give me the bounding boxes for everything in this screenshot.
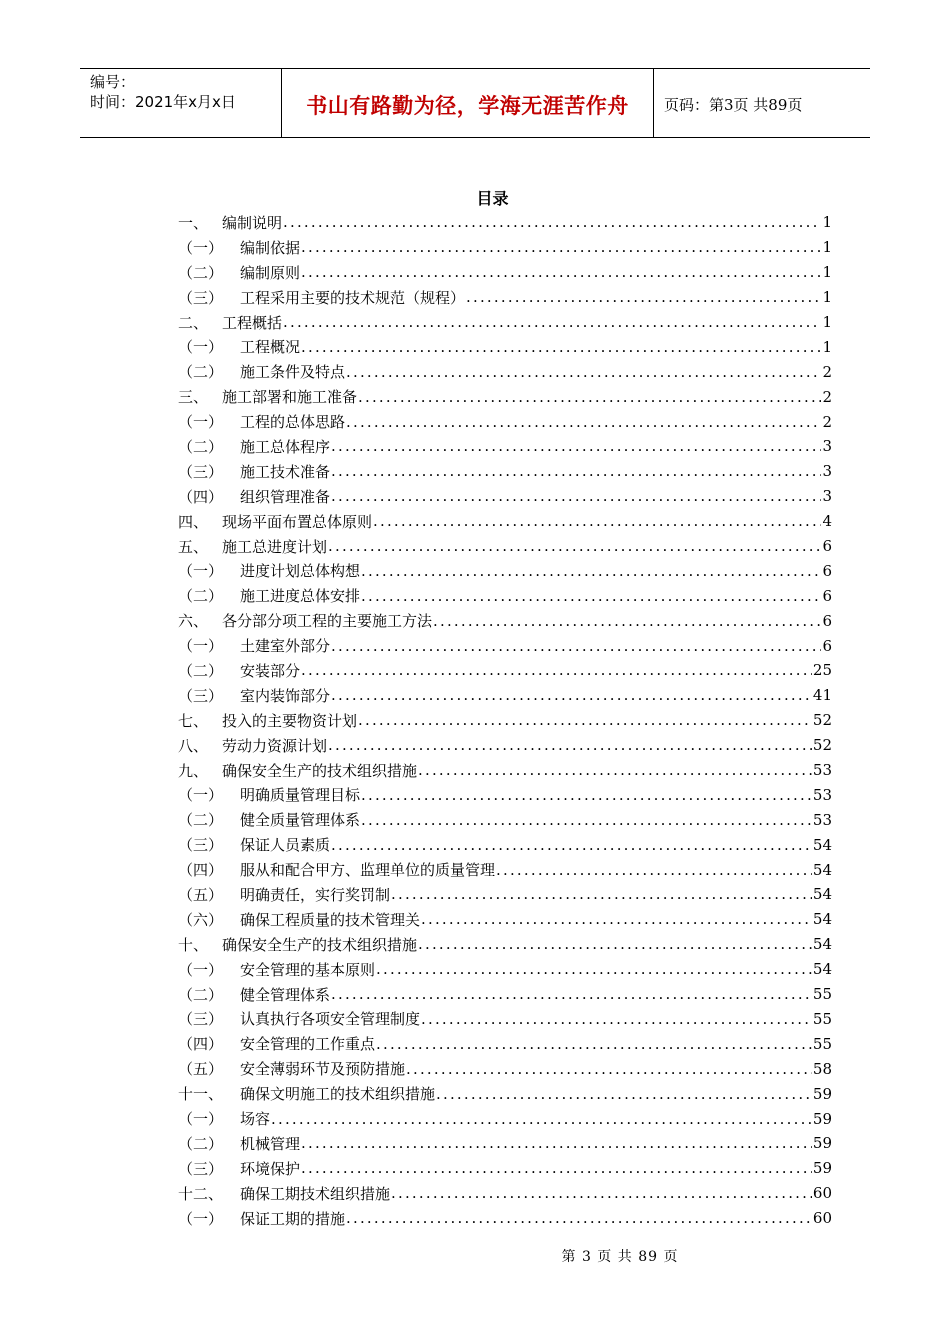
toc-entry[interactable] xyxy=(178,1206,832,1231)
toc-entry-title: 工程采用主要的技术规范（规程） xyxy=(240,288,466,307)
toc-entry[interactable] xyxy=(178,1031,832,1056)
toc-entry-page: 59 xyxy=(812,1109,832,1128)
toc-entry[interactable] xyxy=(178,782,832,807)
toc-entry[interactable] xyxy=(178,1106,832,1131)
toc-leader-dots xyxy=(361,562,821,580)
toc-entry-page: 1 xyxy=(822,288,832,307)
toc-entry-page: 59 xyxy=(812,1159,832,1178)
toc-entry[interactable] xyxy=(178,434,832,459)
toc-entry-title: 劳动力资源计划 xyxy=(222,736,328,755)
toc-entry-number: （三） xyxy=(178,462,224,481)
toc-entry-title: 工程概括 xyxy=(222,313,283,332)
toc-entry[interactable] xyxy=(178,534,832,559)
page-footer: 第 3 页 共 89 页 xyxy=(561,1249,679,1265)
toc-entry-page: 54 xyxy=(812,860,832,879)
toc-entry[interactable] xyxy=(178,285,832,310)
toc-entry[interactable] xyxy=(178,683,832,708)
toc-entry-page: 1 xyxy=(822,313,832,331)
toc-entry-number: （三） xyxy=(178,1159,224,1178)
toc-entry[interactable] xyxy=(178,633,832,658)
toc-entry-number: （二） xyxy=(178,811,224,830)
toc-entry-number: （三） xyxy=(178,288,224,307)
toc-entry-page: 54 xyxy=(812,835,832,854)
toc-leader-dots xyxy=(391,885,812,903)
toc-entry[interactable] xyxy=(178,1081,832,1106)
toc-entry-page: 6 xyxy=(822,611,832,630)
toc-entry-title: 场容 xyxy=(240,1110,271,1128)
toc-entry-number: （一） xyxy=(178,1209,224,1228)
toc-entry[interactable] xyxy=(178,260,832,285)
toc-entry[interactable] xyxy=(178,459,832,484)
toc-leader-dots xyxy=(361,811,812,829)
serial-label: 编号： xyxy=(90,73,136,91)
toc-entry-title: 确保工期技术组织措施 xyxy=(240,1184,391,1203)
toc-entry-number: （四） xyxy=(178,861,224,880)
toc-entry-page: 52 xyxy=(812,711,832,730)
toc-entry-page: 3 xyxy=(822,462,832,481)
table-of-contents xyxy=(178,210,832,1231)
toc-entry-title: 现场平面布置总体原则 xyxy=(222,512,373,531)
time-label: 时间：2021年x月x日 xyxy=(90,93,236,111)
toc-entry[interactable] xyxy=(178,583,832,608)
toc-entry-page: 55 xyxy=(812,1009,832,1028)
toc-entry-page: 6 xyxy=(822,586,832,605)
toc-entry-page: 2 xyxy=(822,362,832,381)
toc-entry-number: 八、 xyxy=(178,736,209,755)
toc-entry[interactable] xyxy=(178,334,832,359)
toc-entry-number: （一） xyxy=(178,413,224,432)
toc-entry[interactable] xyxy=(178,509,832,534)
toc-entry-page: 6 xyxy=(822,537,832,556)
toc-entry-title: 确保文明施工的技术组织措施 xyxy=(240,1085,436,1104)
toc-entry-number: 四、 xyxy=(178,512,209,531)
toc-entry-number: 三、 xyxy=(178,388,209,407)
toc-entry-number: （二） xyxy=(178,661,224,680)
toc-entry-title: 施工条件及特点 xyxy=(240,363,346,382)
toc-entry-page: 55 xyxy=(812,985,832,1004)
toc-leader-dots xyxy=(418,761,812,779)
toc-leader-dots xyxy=(376,1035,812,1053)
toc-entry-page: 2 xyxy=(822,387,832,406)
toc-title: 目录 xyxy=(476,189,509,208)
toc-entry-page: 59 xyxy=(812,1084,832,1103)
toc-leader-dots xyxy=(331,487,821,505)
toc-entry-number: （二） xyxy=(178,587,224,606)
toc-leader-dots xyxy=(466,288,821,306)
toc-leader-dots xyxy=(301,1134,812,1152)
toc-entry-title: 保证工期的措施 xyxy=(240,1209,346,1228)
toc-entry-title: 土建室外部分 xyxy=(240,637,331,656)
toc-entry-page: 6 xyxy=(822,636,832,655)
toc-leader-dots xyxy=(331,836,812,854)
toc-entry[interactable] xyxy=(178,758,832,783)
toc-entry-page: 3 xyxy=(822,437,832,456)
toc-entry-number: （一） xyxy=(178,1110,224,1128)
toc-entry-page: 54 xyxy=(812,910,832,929)
toc-entry[interactable] xyxy=(178,957,832,982)
toc-leader-dots xyxy=(283,213,821,231)
toc-leader-dots xyxy=(391,1184,812,1202)
toc-leader-dots xyxy=(346,363,821,381)
toc-leader-dots xyxy=(373,512,821,530)
toc-leader-dots xyxy=(331,686,812,704)
toc-entry-number: （一） xyxy=(178,238,224,257)
toc-entry[interactable] xyxy=(178,210,832,235)
toc-entry-page: 3 xyxy=(822,487,832,506)
toc-entry-number: （四） xyxy=(178,1035,224,1054)
toc-entry-number: （一） xyxy=(178,338,224,357)
toc-entry-page: 54 xyxy=(812,960,832,979)
toc-leader-dots xyxy=(301,338,821,356)
toc-entry[interactable] xyxy=(178,384,832,409)
toc-entry-page: 1 xyxy=(822,213,832,232)
toc-entry-number: 二、 xyxy=(178,313,209,332)
toc-entry-title: 工程概况 xyxy=(240,338,301,357)
toc-entry-title: 各分部分项工程的主要施工方法 xyxy=(222,612,433,631)
toc-entry[interactable] xyxy=(178,1131,832,1156)
toc-leader-dots xyxy=(433,612,821,630)
toc-entry-number: （二） xyxy=(178,985,224,1004)
toc-entry-page: 55 xyxy=(812,1034,832,1053)
toc-entry[interactable] xyxy=(178,982,832,1007)
toc-entry-number: （一） xyxy=(178,786,224,805)
toc-entry[interactable] xyxy=(178,857,832,882)
toc-entry-page: 52 xyxy=(812,736,832,755)
toc-entry-number: （一） xyxy=(178,960,224,979)
toc-entry-title: 健全管理体系 xyxy=(240,985,331,1004)
toc-entry-number: （五） xyxy=(178,885,224,904)
toc-entry[interactable] xyxy=(178,882,832,907)
toc-entry-title: 施工总进度计划 xyxy=(222,537,328,556)
toc-entry-title: 明确责任，实行奖罚制 xyxy=(240,885,391,904)
toc-leader-dots xyxy=(301,661,812,679)
toc-entry-page: 60 xyxy=(812,1209,832,1228)
toc-entry[interactable] xyxy=(178,484,832,509)
toc-entry-title: 明确质量管理目标 xyxy=(240,786,361,805)
toc-leader-dots xyxy=(421,1010,812,1028)
header-motto: 书山有路勤为径，学海无涯苦作舟 xyxy=(282,69,654,137)
toc-entry-title: 施工进度总体安排 xyxy=(240,587,361,606)
toc-entry[interactable] xyxy=(178,608,832,633)
toc-entry-page: 54 xyxy=(812,885,832,904)
toc-entry-number: 十一、 xyxy=(178,1085,224,1104)
toc-entry-title: 确保安全生产的技术组织措施 xyxy=(222,761,418,780)
toc-entry-title: 环境保护 xyxy=(240,1159,301,1178)
toc-entry-page: 25 xyxy=(812,661,832,680)
toc-entry-title: 编制原则 xyxy=(240,263,301,282)
toc-entry-title: 服从和配合甲方、监理单位的质量管理 xyxy=(240,861,496,880)
toc-entry-number: （一） xyxy=(178,562,224,581)
toc-entry-number: （三） xyxy=(178,836,224,855)
toc-entry-title: 保证人员素质 xyxy=(240,836,331,855)
toc-entry-number: （二） xyxy=(178,437,224,456)
toc-leader-dots xyxy=(358,388,821,406)
toc-entry-title: 编制说明 xyxy=(222,213,283,232)
toc-entry-page: 53 xyxy=(812,810,832,829)
toc-leader-dots xyxy=(331,437,821,455)
toc-leader-dots xyxy=(418,935,812,953)
toc-entry-title: 室内装饰部分 xyxy=(240,686,331,705)
toc-entry-title: 安全管理的工作重点 xyxy=(240,1035,376,1054)
toc-entry-title: 组织管理准备 xyxy=(240,487,331,506)
toc-entry-number: （二） xyxy=(178,363,224,382)
toc-entry[interactable] xyxy=(178,409,832,434)
toc-entry[interactable] xyxy=(178,907,832,932)
toc-entry-number: （二） xyxy=(178,263,224,282)
toc-entry[interactable] xyxy=(178,359,832,384)
header-page-label: 页码：第3页 共89页 xyxy=(664,95,803,114)
toc-leader-dots xyxy=(331,637,821,655)
toc-leader-dots xyxy=(328,537,821,555)
toc-leader-dots xyxy=(406,1060,812,1078)
header-meta xyxy=(80,69,282,137)
toc-entry-title: 认真执行各项安全管理制度 xyxy=(240,1010,421,1029)
toc-entry-page: 2 xyxy=(822,412,832,431)
toc-entry[interactable] xyxy=(178,807,832,832)
toc-entry-page: 41 xyxy=(812,686,832,705)
toc-entry-page: 1 xyxy=(822,337,832,356)
toc-entry-title: 投入的主要物资计划 xyxy=(222,711,358,730)
toc-leader-dots xyxy=(346,413,821,431)
toc-entry[interactable] xyxy=(178,1007,832,1032)
toc-entry-page: 60 xyxy=(812,1184,832,1203)
toc-entry-page: 59 xyxy=(812,1134,832,1153)
toc-entry[interactable] xyxy=(178,235,832,260)
toc-entry[interactable] xyxy=(178,310,832,335)
toc-entry-title: 机械管理 xyxy=(240,1134,301,1153)
toc-leader-dots xyxy=(361,587,821,605)
toc-leader-dots xyxy=(421,910,812,928)
toc-leader-dots xyxy=(283,313,821,331)
toc-entry-number: （三） xyxy=(178,1010,224,1029)
toc-entry-page: 54 xyxy=(812,935,832,954)
toc-entry-title: 安全管理的基本原则 xyxy=(240,960,376,979)
toc-entry-page: 6 xyxy=(822,561,832,580)
toc-entry-number: 九、 xyxy=(178,761,209,780)
toc-entry-page: 4 xyxy=(822,512,832,531)
toc-entry[interactable] xyxy=(178,832,832,857)
toc-entry-title: 健全质量管理体系 xyxy=(240,811,361,830)
toc-leader-dots xyxy=(301,1159,812,1177)
toc-entry-title: 施工总体程序 xyxy=(240,437,331,456)
toc-leader-dots xyxy=(331,985,812,1003)
toc-entry[interactable] xyxy=(178,658,832,683)
toc-entry-page: 1 xyxy=(822,238,832,257)
toc-entry-number: 六、 xyxy=(178,612,209,631)
toc-leader-dots xyxy=(346,1209,812,1227)
toc-entry-number: （二） xyxy=(178,1134,224,1153)
toc-entry-page: 53 xyxy=(812,761,832,780)
toc-entry[interactable] xyxy=(178,1156,832,1181)
toc-leader-dots xyxy=(301,238,821,256)
toc-leader-dots xyxy=(271,1110,812,1128)
toc-entry[interactable] xyxy=(178,733,832,758)
page-header xyxy=(80,68,870,138)
toc-entry-title: 安装部分 xyxy=(240,661,301,680)
toc-leader-dots xyxy=(358,711,812,729)
toc-entry-page: 53 xyxy=(812,785,832,804)
toc-leader-dots xyxy=(301,263,821,281)
toc-entry[interactable] xyxy=(178,1181,832,1206)
toc-entry-number: 一、 xyxy=(178,213,209,232)
toc-entry-number: （一） xyxy=(178,637,224,656)
toc-entry-title: 确保工程质量的技术管理关 xyxy=(240,910,421,929)
toc-entry-number: 七、 xyxy=(178,711,209,730)
toc-entry-title: 工程的总体思路 xyxy=(240,413,346,432)
toc-entry[interactable] xyxy=(178,932,832,957)
toc-entry-number: （四） xyxy=(178,487,224,506)
toc-entry[interactable] xyxy=(178,558,832,583)
toc-entry-number: （三） xyxy=(178,686,224,705)
toc-leader-dots xyxy=(496,861,812,879)
toc-entry-title: 施工部署和施工准备 xyxy=(222,388,358,407)
toc-leader-dots xyxy=(328,736,812,754)
toc-entry-page: 1 xyxy=(822,263,832,282)
toc-entry-number: （六） xyxy=(178,910,224,929)
toc-entry-number: 十二、 xyxy=(178,1184,224,1203)
toc-entry-number: 十、 xyxy=(178,935,209,954)
toc-entry-title: 确保安全生产的技术组织措施 xyxy=(222,935,418,954)
toc-leader-dots xyxy=(436,1085,812,1103)
toc-entry-title: 施工技术准备 xyxy=(240,462,331,481)
toc-leader-dots xyxy=(331,462,821,480)
toc-entry-title: 编制依据 xyxy=(240,238,301,257)
toc-entry-page: 58 xyxy=(812,1059,832,1078)
toc-entry-number: 五、 xyxy=(178,537,209,556)
toc-entry-title: 进度计划总体构想 xyxy=(240,562,361,581)
toc-entry[interactable] xyxy=(178,1056,832,1081)
toc-leader-dots xyxy=(376,960,812,978)
toc-leader-dots xyxy=(361,786,812,804)
toc-entry-number: （五） xyxy=(178,1060,224,1079)
toc-entry-title: 安全薄弱环节及预防措施 xyxy=(240,1060,406,1079)
toc-entry[interactable] xyxy=(178,708,832,733)
